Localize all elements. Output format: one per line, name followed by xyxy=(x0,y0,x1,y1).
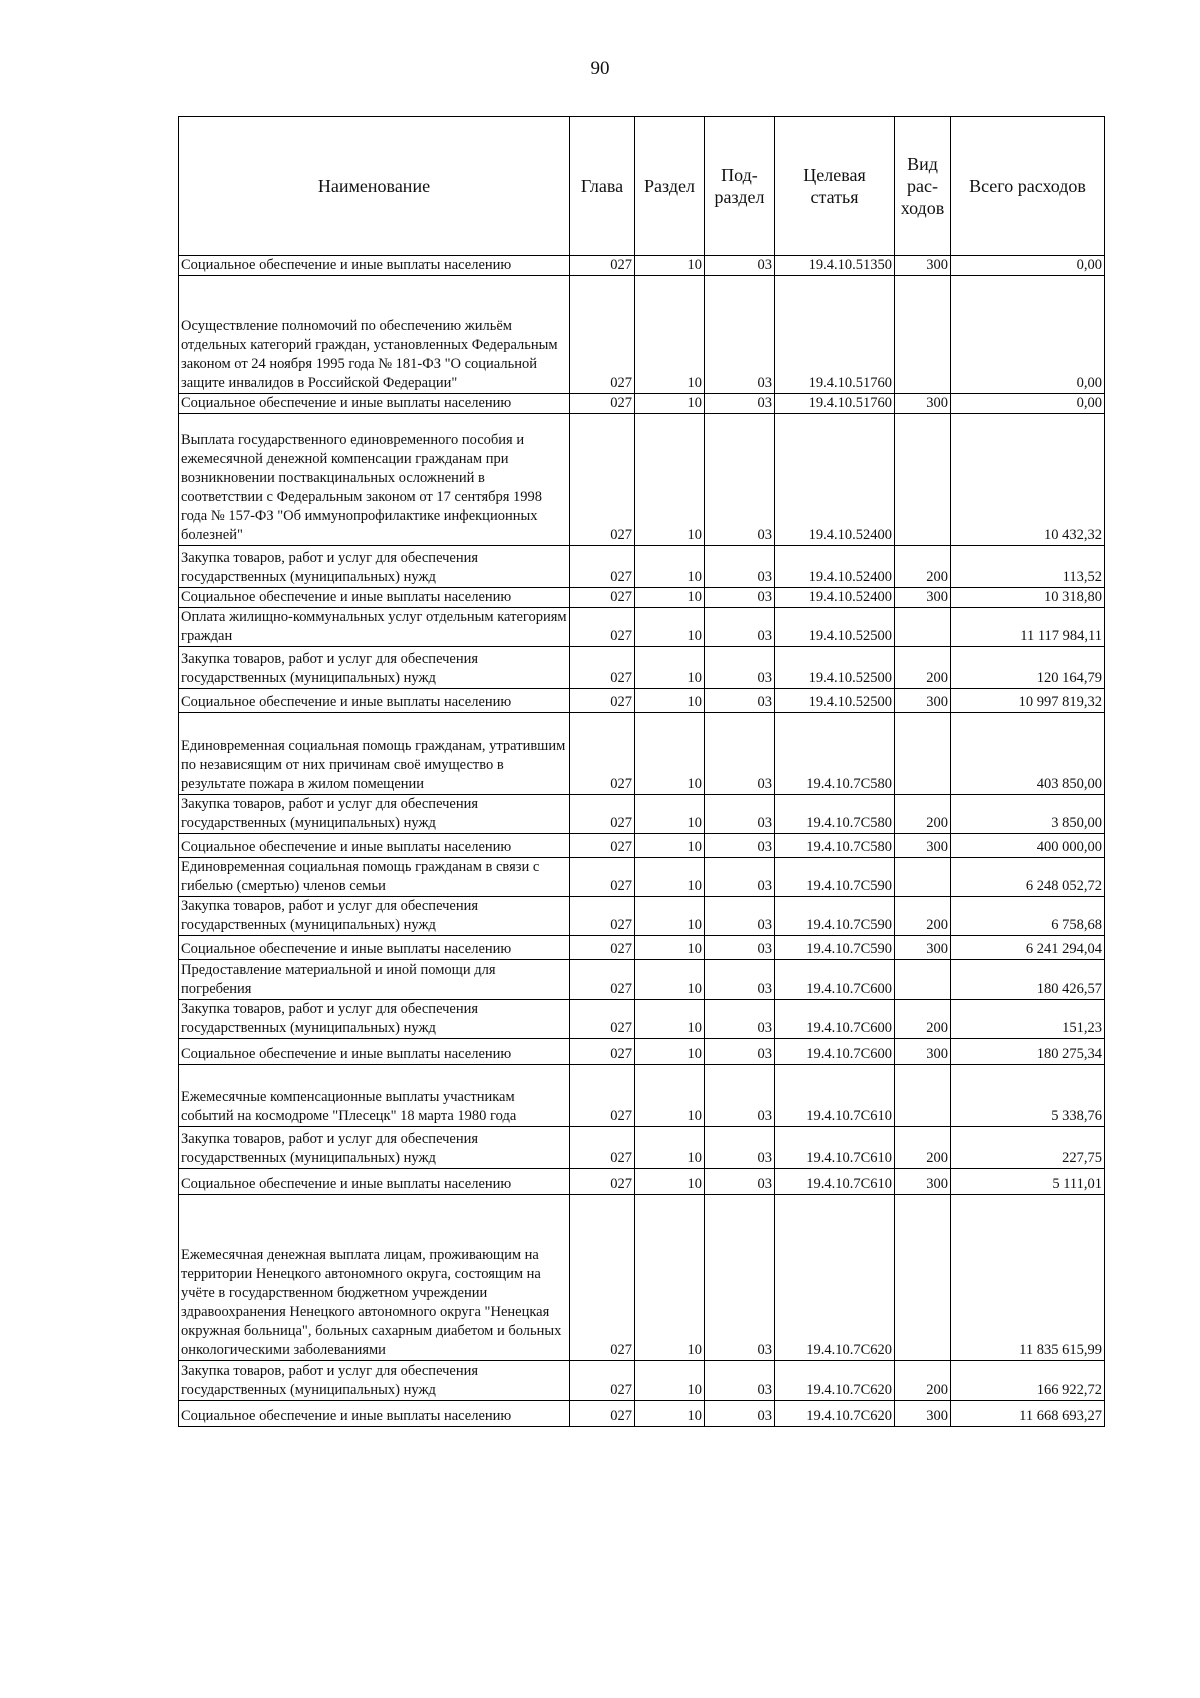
cell-total: 10 997 819,32 xyxy=(951,689,1105,713)
cell-section: 10 xyxy=(635,897,705,936)
table-row xyxy=(179,546,1105,588)
table-row xyxy=(179,276,1105,394)
cell-name: Закупка товаров, работ и услуг для обеспечения государственных (муниципальных) нужд xyxy=(179,647,570,689)
cell-expense-type xyxy=(895,858,951,897)
cell-expense-type xyxy=(895,1195,951,1361)
table-header-row xyxy=(179,117,1105,256)
cell-subsection: 03 xyxy=(705,276,775,394)
cell-article: 19.4.10.52400 xyxy=(775,588,895,608)
cell-expense-type: 300 xyxy=(895,834,951,858)
table-row xyxy=(179,1195,1105,1361)
table-row xyxy=(179,689,1105,713)
cell-subsection: 03 xyxy=(705,897,775,936)
cell-expense-type xyxy=(895,414,951,546)
cell-total: 400 000,00 xyxy=(951,834,1105,858)
table-row xyxy=(179,1401,1105,1427)
cell-section: 10 xyxy=(635,1195,705,1361)
cell-total: 0,00 xyxy=(951,394,1105,414)
table-row xyxy=(179,608,1105,647)
cell-subsection: 03 xyxy=(705,858,775,897)
cell-chapter: 027 xyxy=(570,713,635,795)
cell-total: 5 338,76 xyxy=(951,1065,1105,1127)
cell-name: Закупка товаров, работ и услуг для обеспечения государственных (муниципальных) нужд xyxy=(179,1127,570,1169)
cell-name: Социальное обеспечение и иные выплаты населению xyxy=(179,394,570,414)
cell-subsection: 03 xyxy=(705,936,775,960)
cell-chapter: 027 xyxy=(570,588,635,608)
cell-article: 19.4.10.7С610 xyxy=(775,1127,895,1169)
table-row xyxy=(179,414,1105,546)
cell-article: 19.4.10.51350 xyxy=(775,256,895,276)
cell-total: 180 426,57 xyxy=(951,960,1105,1000)
cell-total: 6 758,68 xyxy=(951,897,1105,936)
cell-chapter: 027 xyxy=(570,1127,635,1169)
cell-article: 19.4.10.7С600 xyxy=(775,960,895,1000)
cell-article: 19.4.10.7С580 xyxy=(775,713,895,795)
header-subsection-line: Под- xyxy=(721,165,758,185)
cell-article: 19.4.10.7С590 xyxy=(775,936,895,960)
cell-total: 10 432,32 xyxy=(951,414,1105,546)
cell-section: 10 xyxy=(635,414,705,546)
cell-chapter: 027 xyxy=(570,1039,635,1065)
cell-name: Ежемесячные компенсационные выплаты участникам событий на космодроме "Плесецк" 18 марта 1980 года xyxy=(179,1065,570,1127)
cell-name: Социальное обеспечение и иные выплаты населению xyxy=(179,936,570,960)
cell-section: 10 xyxy=(635,834,705,858)
cell-total: 113,52 xyxy=(951,546,1105,588)
cell-section: 10 xyxy=(635,276,705,394)
cell-chapter: 027 xyxy=(570,1169,635,1195)
cell-article: 19.4.10.7С590 xyxy=(775,897,895,936)
cell-section: 10 xyxy=(635,1127,705,1169)
header-article xyxy=(775,117,895,256)
cell-expense-type: 200 xyxy=(895,1127,951,1169)
cell-expense-type: 300 xyxy=(895,689,951,713)
cell-article: 19.4.10.52400 xyxy=(775,546,895,588)
cell-expense-type xyxy=(895,960,951,1000)
header-expense-type-line: рас- xyxy=(907,176,938,196)
table-row xyxy=(179,1361,1105,1401)
cell-chapter: 027 xyxy=(570,608,635,647)
cell-expense-type: 300 xyxy=(895,256,951,276)
cell-chapter: 027 xyxy=(570,897,635,936)
table-row xyxy=(179,394,1105,414)
cell-chapter: 027 xyxy=(570,1065,635,1127)
cell-total: 403 850,00 xyxy=(951,713,1105,795)
header-expense-type-line: ходов xyxy=(900,198,945,218)
budget-table xyxy=(178,116,1105,1427)
cell-subsection: 03 xyxy=(705,1127,775,1169)
cell-name: Единовременная социальная помощь гражданам, утратившим по независящим от них причинам своё имущество в результате пожара в жилом помещении xyxy=(179,713,570,795)
cell-article: 19.4.10.52500 xyxy=(775,608,895,647)
cell-expense-type: 200 xyxy=(895,897,951,936)
cell-chapter: 027 xyxy=(570,546,635,588)
cell-total: 11 668 693,27 xyxy=(951,1401,1105,1427)
cell-expense-type: 300 xyxy=(895,394,951,414)
cell-chapter: 027 xyxy=(570,276,635,394)
header-article-line: Целевая xyxy=(803,165,866,185)
cell-section: 10 xyxy=(635,647,705,689)
cell-subsection: 03 xyxy=(705,1039,775,1065)
cell-section: 10 xyxy=(635,394,705,414)
cell-chapter: 027 xyxy=(570,795,635,834)
cell-subsection: 03 xyxy=(705,256,775,276)
cell-chapter: 027 xyxy=(570,1361,635,1401)
cell-subsection: 03 xyxy=(705,834,775,858)
cell-article: 19.4.10.7С580 xyxy=(775,834,895,858)
cell-subsection: 03 xyxy=(705,588,775,608)
table-row xyxy=(179,834,1105,858)
cell-chapter: 027 xyxy=(570,1401,635,1427)
table-row xyxy=(179,795,1105,834)
table-row xyxy=(179,1169,1105,1195)
cell-section: 10 xyxy=(635,936,705,960)
cell-name: Закупка товаров, работ и услуг для обеспечения государственных (муниципальных) нужд xyxy=(179,897,570,936)
cell-section: 10 xyxy=(635,1401,705,1427)
cell-subsection: 03 xyxy=(705,394,775,414)
cell-article: 19.4.10.7С620 xyxy=(775,1401,895,1427)
cell-subsection: 03 xyxy=(705,1361,775,1401)
cell-expense-type xyxy=(895,713,951,795)
cell-name: Социальное обеспечение и иные выплаты населению xyxy=(179,588,570,608)
table-row xyxy=(179,1065,1105,1127)
table-row xyxy=(179,960,1105,1000)
cell-name: Ежемесячная денежная выплата лицам, проживающим на территории Ненецкого автономного округа, состоящим на учёте в государственном бюджетном учреждении здравоохранения Ненецкого автономного округа "Ненецкая окружная больница", больных сахарным диабетом и больных онкологическими заболеваниями xyxy=(179,1195,570,1361)
cell-section: 10 xyxy=(635,1000,705,1039)
cell-total: 0,00 xyxy=(951,256,1105,276)
header-expense-type xyxy=(895,117,951,256)
cell-article: 19.4.10.7С590 xyxy=(775,858,895,897)
cell-section: 10 xyxy=(635,960,705,1000)
cell-article: 19.4.10.52500 xyxy=(775,647,895,689)
cell-total: 166 922,72 xyxy=(951,1361,1105,1401)
cell-expense-type: 300 xyxy=(895,588,951,608)
cell-name: Закупка товаров, работ и услуг для обеспечения государственных (муниципальных) нужд xyxy=(179,1361,570,1401)
cell-subsection: 03 xyxy=(705,795,775,834)
cell-total: 6 241 294,04 xyxy=(951,936,1105,960)
cell-subsection: 03 xyxy=(705,414,775,546)
cell-article: 19.4.10.7С620 xyxy=(775,1195,895,1361)
cell-section: 10 xyxy=(635,546,705,588)
cell-name: Осуществление полномочий по обеспечению жильём отдельных категорий граждан, установленных Федеральным законом от 24 ноября 1995 года № 181-ФЗ "О социальной защите инвалидов в Российской Федерации" xyxy=(179,276,570,394)
cell-name: Социальное обеспечение и иные выплаты населению xyxy=(179,1169,570,1195)
cell-expense-type: 200 xyxy=(895,795,951,834)
cell-subsection: 03 xyxy=(705,647,775,689)
cell-expense-type xyxy=(895,1065,951,1127)
cell-chapter: 027 xyxy=(570,960,635,1000)
cell-name: Выплата государственного единовременного пособия и ежемесячной денежной компенсации гражданам при возникновении поствакцинальных осложнений в соответствии с Федеральным законом от 17 сентября 1998 года № 157-ФЗ "Об иммунопрофилактике инфекционных болезней" xyxy=(179,414,570,546)
cell-article: 19.4.10.7С600 xyxy=(775,1039,895,1065)
cell-chapter: 027 xyxy=(570,1195,635,1361)
cell-article: 19.4.10.7С580 xyxy=(775,795,895,834)
cell-subsection: 03 xyxy=(705,1401,775,1427)
cell-total: 11 835 615,99 xyxy=(951,1195,1105,1361)
cell-article: 19.4.10.7С610 xyxy=(775,1169,895,1195)
cell-subsection: 03 xyxy=(705,960,775,1000)
cell-expense-type: 300 xyxy=(895,936,951,960)
cell-subsection: 03 xyxy=(705,608,775,647)
cell-name: Закупка товаров, работ и услуг для обеспечения государственных (муниципальных) нужд xyxy=(179,1000,570,1039)
cell-expense-type: 300 xyxy=(895,1169,951,1195)
cell-total: 11 117 984,11 xyxy=(951,608,1105,647)
cell-article: 19.4.10.7С620 xyxy=(775,1361,895,1401)
cell-section: 10 xyxy=(635,1065,705,1127)
cell-total: 6 248 052,72 xyxy=(951,858,1105,897)
table-row xyxy=(179,936,1105,960)
cell-name: Социальное обеспечение и иные выплаты населению xyxy=(179,1401,570,1427)
cell-subsection: 03 xyxy=(705,689,775,713)
table-row xyxy=(179,588,1105,608)
cell-name: Социальное обеспечение и иные выплаты населению xyxy=(179,256,570,276)
cell-name: Социальное обеспечение и иные выплаты населению xyxy=(179,689,570,713)
cell-total: 180 275,34 xyxy=(951,1039,1105,1065)
cell-subsection: 03 xyxy=(705,1065,775,1127)
header-total: Всего расходов xyxy=(951,117,1105,256)
cell-expense-type: 200 xyxy=(895,1361,951,1401)
cell-section: 10 xyxy=(635,1039,705,1065)
cell-expense-type: 300 xyxy=(895,1039,951,1065)
cell-expense-type: 200 xyxy=(895,546,951,588)
table-row xyxy=(179,256,1105,276)
cell-subsection: 03 xyxy=(705,1195,775,1361)
cell-expense-type xyxy=(895,276,951,394)
cell-section: 10 xyxy=(635,608,705,647)
cell-chapter: 027 xyxy=(570,1000,635,1039)
table-row xyxy=(179,858,1105,897)
header-chapter: Глава xyxy=(570,117,635,256)
cell-article: 19.4.10.7С600 xyxy=(775,1000,895,1039)
cell-total: 10 318,80 xyxy=(951,588,1105,608)
cell-article: 19.4.10.51760 xyxy=(775,394,895,414)
table-row xyxy=(179,897,1105,936)
cell-total: 3 850,00 xyxy=(951,795,1105,834)
cell-chapter: 027 xyxy=(570,256,635,276)
table-row xyxy=(179,713,1105,795)
header-section: Раздел xyxy=(635,117,705,256)
cell-total: 227,75 xyxy=(951,1127,1105,1169)
cell-total: 120 164,79 xyxy=(951,647,1105,689)
cell-name: Социальное обеспечение и иные выплаты населению xyxy=(179,1039,570,1065)
header-article-line: статья xyxy=(810,187,859,207)
cell-name: Социальное обеспечение и иные выплаты населению xyxy=(179,834,570,858)
header-subsection xyxy=(705,117,775,256)
cell-name: Закупка товаров, работ и услуг для обеспечения государственных (муниципальных) нужд xyxy=(179,546,570,588)
cell-subsection: 03 xyxy=(705,1000,775,1039)
table-row xyxy=(179,647,1105,689)
cell-name: Закупка товаров, работ и услуг для обеспечения государственных (муниципальных) нужд xyxy=(179,795,570,834)
cell-chapter: 027 xyxy=(570,394,635,414)
cell-section: 10 xyxy=(635,795,705,834)
cell-total: 0,00 xyxy=(951,276,1105,394)
table-row xyxy=(179,1039,1105,1065)
cell-expense-type: 300 xyxy=(895,1401,951,1427)
cell-article: 19.4.10.52500 xyxy=(775,689,895,713)
cell-chapter: 027 xyxy=(570,834,635,858)
cell-section: 10 xyxy=(635,1169,705,1195)
cell-section: 10 xyxy=(635,1361,705,1401)
cell-section: 10 xyxy=(635,858,705,897)
page-number: 90 xyxy=(590,58,610,79)
header-subsection-line: раздел xyxy=(714,187,765,207)
cell-section: 10 xyxy=(635,588,705,608)
cell-section: 10 xyxy=(635,713,705,795)
cell-chapter: 027 xyxy=(570,858,635,897)
cell-subsection: 03 xyxy=(705,713,775,795)
cell-chapter: 027 xyxy=(570,414,635,546)
cell-name: Предоставление материальной и иной помощи для погребения xyxy=(179,960,570,1000)
cell-section: 10 xyxy=(635,256,705,276)
cell-chapter: 027 xyxy=(570,647,635,689)
cell-article: 19.4.10.7С610 xyxy=(775,1065,895,1127)
table-row xyxy=(179,1000,1105,1039)
cell-total: 151,23 xyxy=(951,1000,1105,1039)
header-name: Наименование xyxy=(179,117,570,256)
cell-expense-type: 200 xyxy=(895,647,951,689)
cell-subsection: 03 xyxy=(705,1169,775,1195)
header-expense-type-line: Вид xyxy=(907,154,938,174)
cell-chapter: 027 xyxy=(570,936,635,960)
cell-expense-type: 200 xyxy=(895,1000,951,1039)
cell-article: 19.4.10.52400 xyxy=(775,414,895,546)
cell-total: 5 111,01 xyxy=(951,1169,1105,1195)
cell-subsection: 03 xyxy=(705,546,775,588)
cell-article: 19.4.10.51760 xyxy=(775,276,895,394)
cell-chapter: 027 xyxy=(570,689,635,713)
cell-section: 10 xyxy=(635,689,705,713)
table-row xyxy=(179,1127,1105,1169)
cell-name: Единовременная социальная помощь гражданам в связи с гибелью (смертью) членов семьи xyxy=(179,858,570,897)
cell-name: Оплата жилищно-коммунальных услуг отдельным категориям граждан xyxy=(179,608,570,647)
cell-expense-type xyxy=(895,608,951,647)
